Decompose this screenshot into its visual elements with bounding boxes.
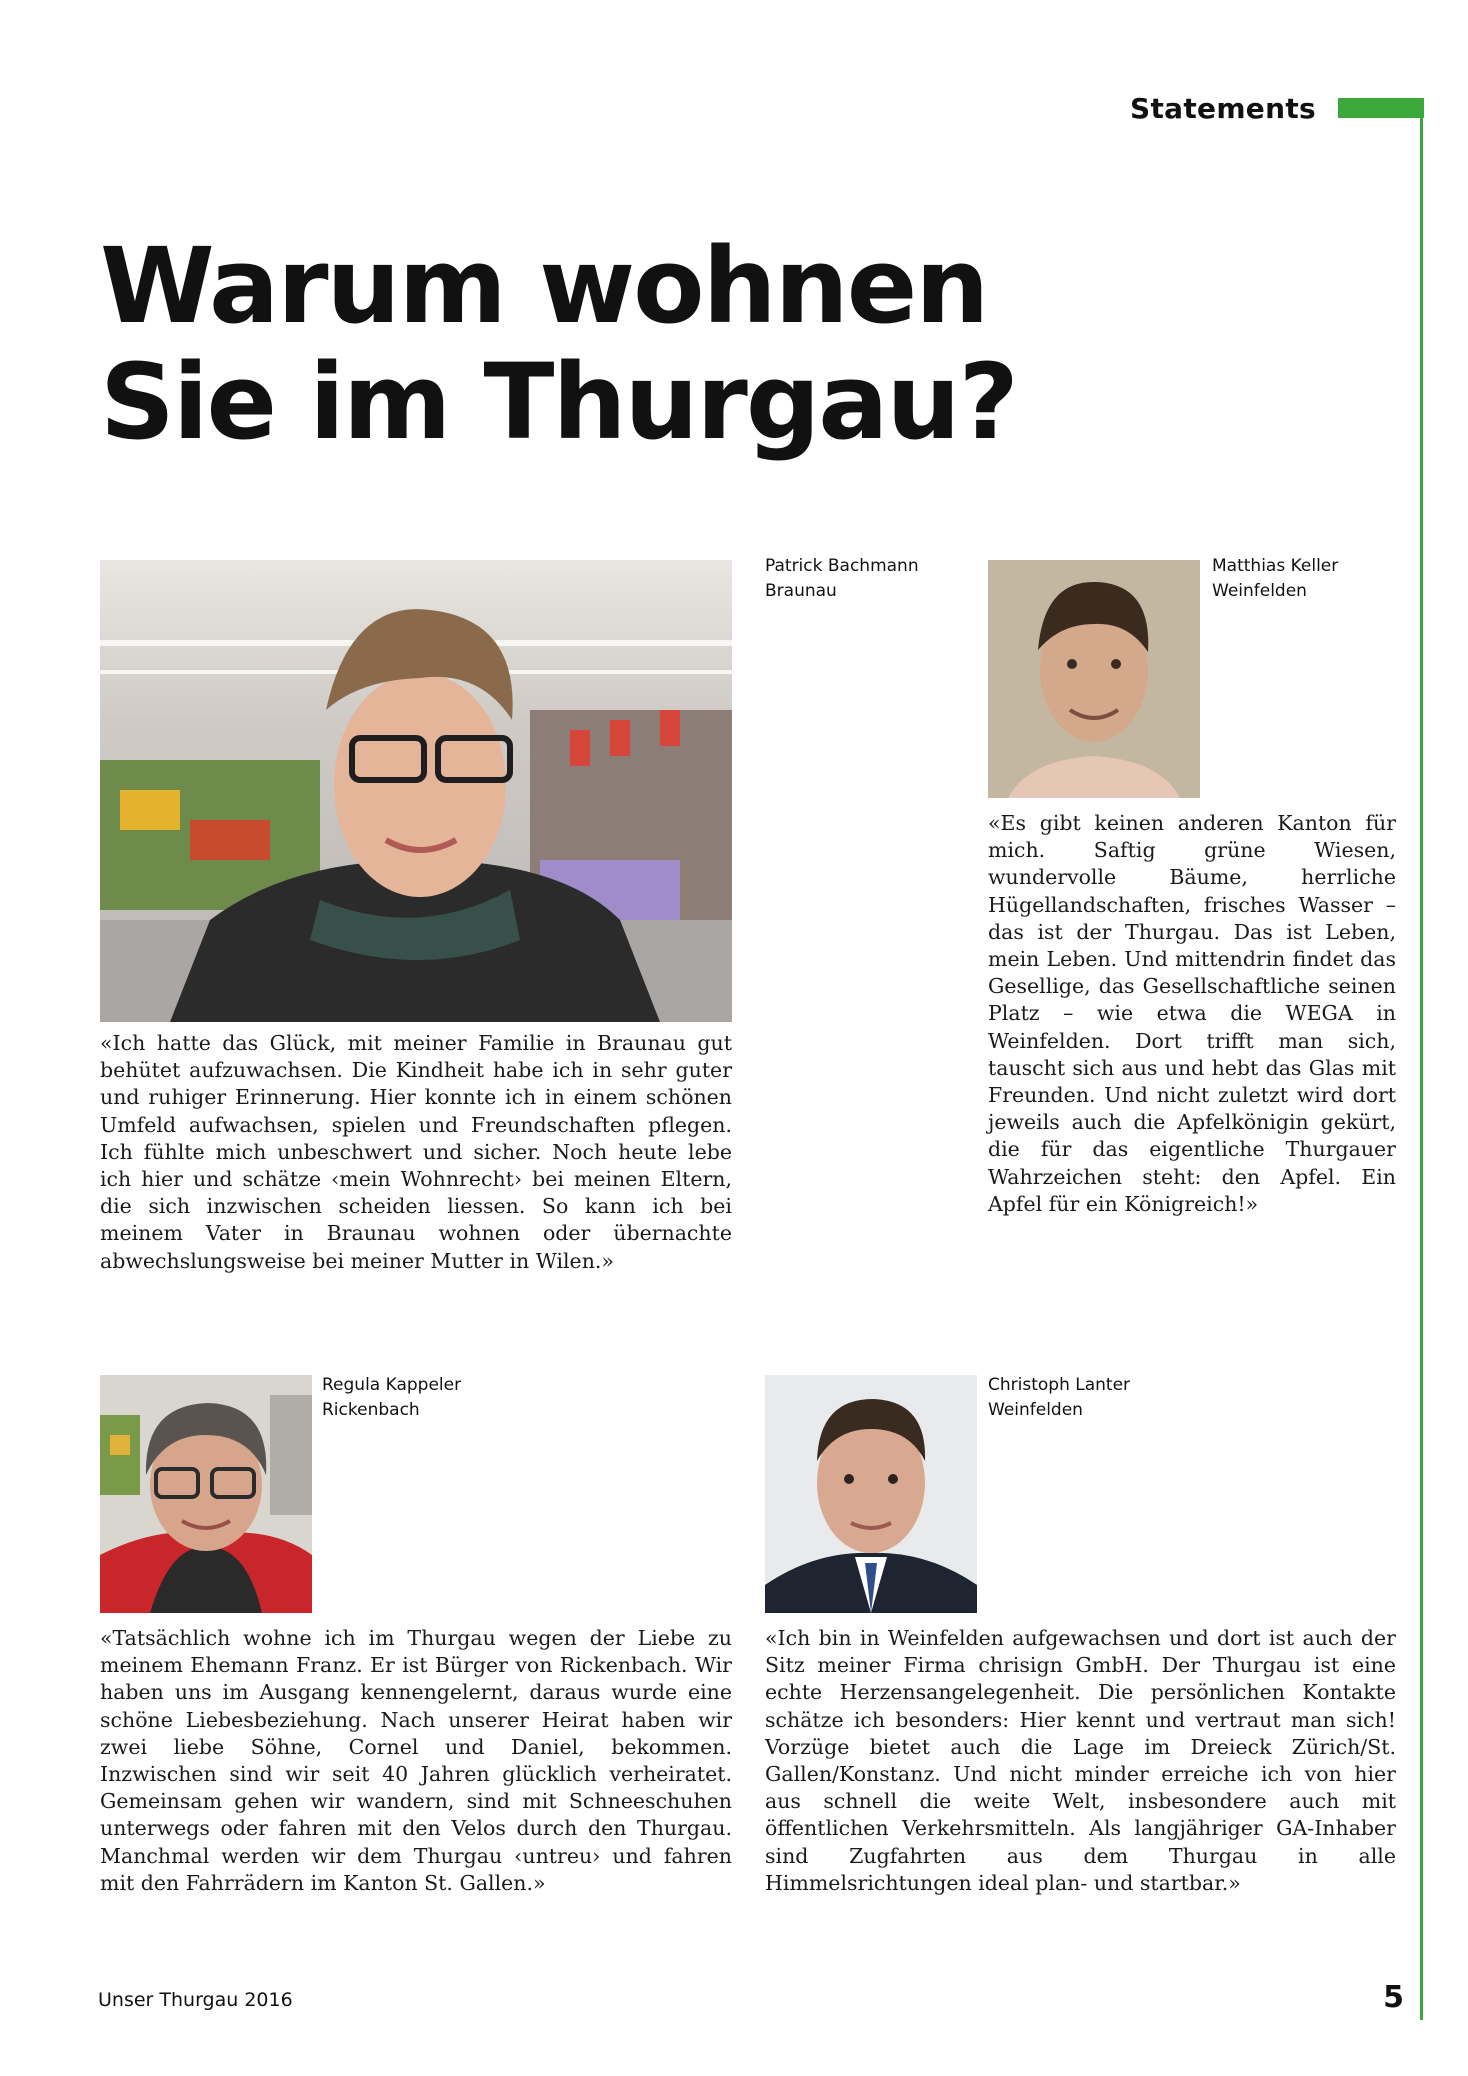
portrait-photo-regula-kappeler — [100, 1375, 312, 1613]
portrait-photo-patrick-bachmann — [100, 560, 732, 1022]
author-place: Weinfelden — [1212, 581, 1307, 601]
author-caption-regula-kappeler — [322, 1373, 582, 1423]
author-caption-patrick-bachmann — [765, 554, 965, 604]
author-name: Christoph Lanter — [988, 1375, 1131, 1395]
author-name: Patrick Bachmann — [765, 556, 919, 576]
author-name: Regula Kappeler — [322, 1375, 462, 1395]
author-place: Braunau — [765, 581, 837, 601]
statement-quote-patrick-bachmann: «Ich hatte das Glück, mit meiner Familie in Braunau gut behütet aufzuwachsen. Die Kindheit habe ich in sehr guter und ruhiger Erinnerung. Hier konnte ich in einem schönen Umfeld aufwachsen, spielen und Freundschaften pflegen. Ich fühlte mich unbeschwert und sicher. Noch heute lebe ich hier und schätze ‹mein Wohnrecht› bei meinen Eltern, die sich inzwischen scheiden liessen. So kann ich bei meinem Vater in Braunau wohnen oder übernachte abwechslungsweise bei meiner Mutter in Wilen.» — [100, 1031, 732, 1273]
page-headline — [100, 225, 1100, 463]
publication-footer: Unser Thurgau 2016 — [98, 1989, 293, 2011]
portrait-photo-christoph-lanter — [765, 1375, 977, 1613]
statement-quote-regula-kappeler: «Tatsächlich wohne ich im Thurgau wegen der Liebe zu meinem Ehemann Franz. Er ist Bürger von Rickenbach. Wir haben uns im Ausgang kennengelernt, daraus wurde eine schöne Liebesbeziehung. Nach unserer Heirat haben wir zwei liebe Söhne, Cornel und Daniel, bekommen. Inzwischen sind wir seit 40 Jahren glücklich verheiratet. Gemeinsam gehen wir wandern, sind mit Schneeschuhen unterwegs oder fahren mit den Velos durch den Thurgau. Manchmal werden wir dem Thurgau ‹untreu› und fahren mit den Fahrrädern im Kanton St. Gallen.» — [100, 1626, 732, 1895]
author-name: Matthias Keller — [1212, 556, 1339, 576]
statement-quote-matthias-keller: «Es gibt keinen anderen Kanton für mich. Saftig grüne Wiesen, wundervolle Bäume, herrliche Hügellandschaften, frisches Wasser – das ist der Thurgau. Das ist Leben, mein Leben. Und mittendrin findet das Gesellige, das Gesellschaftliche seinen Platz – wie etwa die WEGA in Weinfelden. Dort trifft man sich, tauscht sich aus und hebt das Glas mit Freunden. Und nicht zuletzt wird dort jeweils auch die Apfelkönigin gekürt, die für das eigentliche Thurgauer Wahrzeichen steht: den Apfel. Ein Apfel für ein Königreich!» — [988, 811, 1396, 1216]
author-caption-christoph-lanter — [988, 1373, 1248, 1423]
portrait-photo-matthias-keller — [988, 560, 1200, 798]
section-accent-bar — [1338, 98, 1424, 118]
author-place: Weinfelden — [988, 1400, 1083, 1420]
author-place: Rickenbach — [322, 1400, 420, 1420]
author-caption-matthias-keller — [1212, 554, 1412, 604]
section-label: Statements — [1130, 92, 1316, 125]
headline-line-2: Sie im Thurgau? — [100, 341, 1017, 463]
page-accent-rule — [1420, 98, 1423, 2020]
statement-quote-christoph-lanter: «Ich bin in Weinfelden aufgewachsen und dort ist auch der Sitz meiner Firma chrisign GmbH. Der Thurgau ist eine echte Herzensangelegenheit. Die persönlichen Kontakte schätze ich besonders: Hier kennt und vertraut man sich! Vorzüge bietet auch die Lage im Dreieck Zürich/St. Gallen/Konstanz. Und nicht minder erreiche ich von hier aus schnell die weite Welt, insbesondere auch mit öffentlichen Verkehrsmitteln. Als langjähriger GA-Inhaber sind Zugfahrten aus dem Thurgau in alle Himmelsrichtungen ideal plan- und startbar.» — [765, 1626, 1396, 1895]
headline-line-1: Warum wohnen — [100, 225, 988, 347]
page-number: 5 — [1383, 1980, 1404, 2015]
